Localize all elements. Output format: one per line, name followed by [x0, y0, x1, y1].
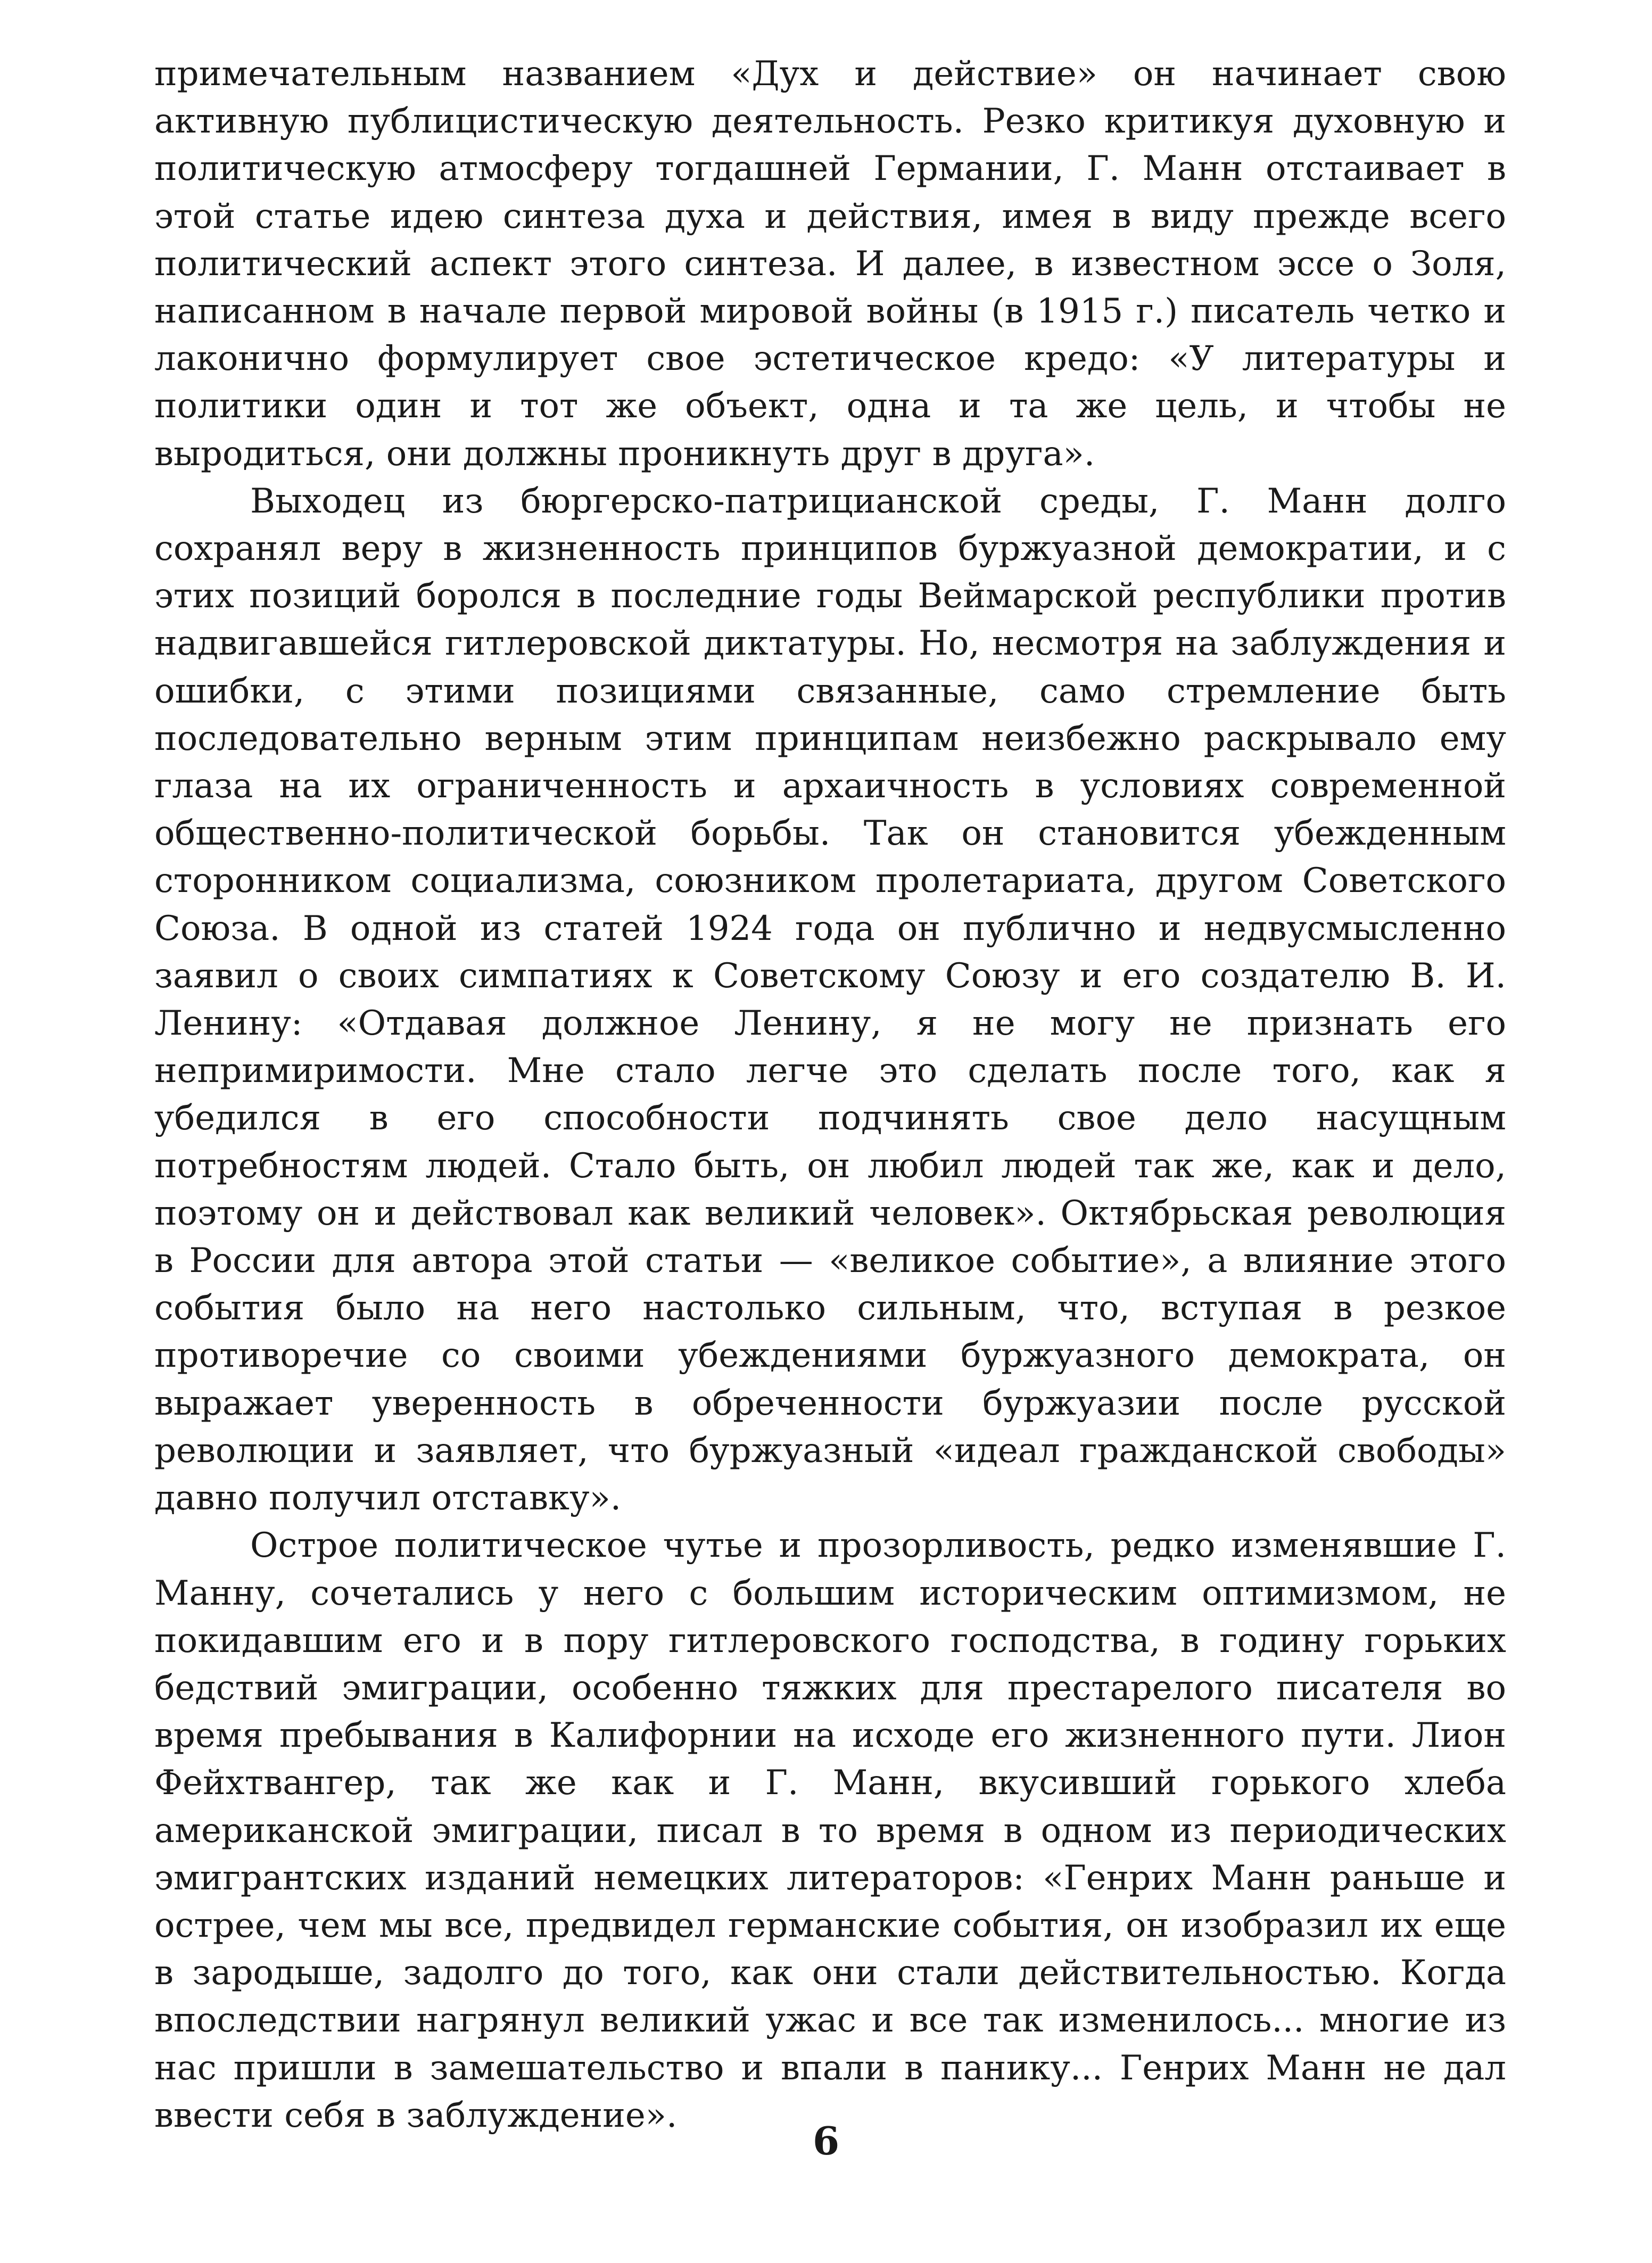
- paragraph-2: Выходец из бюргерско-патрицианской среды, Г. Манн долго сохранял веру в жизненность принципов буржуазной демократии, и с этих позиций боролся в последние годы Веймарской республики против надвигавшейся гитлеровской диктатуры. Но, несмотря на заблуждения и ошибки, с этими позициями связанные, само стремление быть последовательно верным этим принципам неизбежно раскрывало ему глаза на их ограниченность и архаичность в условиях современной общественно-политической борьбы. Так он становится убежденным сторонником социализма, союзником пролетариата, другом Советского Союза. В одной из статей 1924 года он публично и недвусмысленно заявил о своих симпатиях к Советскому Союзу и его создателю В. И. Ленину: «Отдавая должное Ленину, я не могу не признать его непримиримости. Мне стало легче это сделать после того, как я убедился в его способности подчинять свое дело насущным потребностям людей. Стало быть, он любил людей так же, как и дело, поэтому он и действовал как великий человек». Октябрьская революция в России для автора этой статьи — «великое событие», а влияние этого события было на него настолько сильным, что, вступая в резкое противоречие со своими убеждениями буржуазного демократа, он выражает уверенность в обреченности буржуазии после русской революции и заявляет, что буржуазный «идеал гражданской свободы» давно получил отставку».: [154, 481, 1506, 1518]
- page-body: [154, 51, 1506, 2140]
- page-number: 6: [812, 2118, 840, 2163]
- paragraph-1: примечательным названием «Дух и действие» он начинает свою активную публицистическую деятельность. Резко критикуя духовную и политическую атмосферу тогдашней Германии, Г. Манн отстаивает в этой статье идею синтеза духа и действия, имея в виду прежде всего политический аспект этого синтеза. И далее, в известном эссе о Золя, написанном в начале первой мировой войны (в 1915 г.) писатель четко и лаконично формулирует свое эстетическое кредо: «У литературы и политики один и тот же объект, одна и та же цель, и чтобы не выродиться, они должны проникнуть друг в друга».: [154, 54, 1506, 474]
- paragraph-3: Острое политическое чутье и прозорливость, редко изменявшие Г. Манну, сочетались у него с большим историческим оптимизмом, не покидавшим его и в пору гитлеровского господства, в годину горьких бедствий эмиграции, особенно тяжких для престарелого писателя во время пребывания в Калифорнии на исходе его жизненного пути. Лион Фейхтвангер, так же как и Г. Манн, вкусивший горького хлеба американской эмиграции, писал в то время в одном из периодических эмигрантских изданий немецких литераторов: «Генрих Манн раньше и острее, чем мы все, предвидел германские события, он изобразил их еще в зародыше, задолго до того, как они стали действительностью. Когда впоследствии нагрянул великий ужас и все так изменилось... многие из нас пришли в замешательство и впали в панику... Генрих Манн не дал ввести себя в заблуждение».: [154, 1526, 1506, 2135]
